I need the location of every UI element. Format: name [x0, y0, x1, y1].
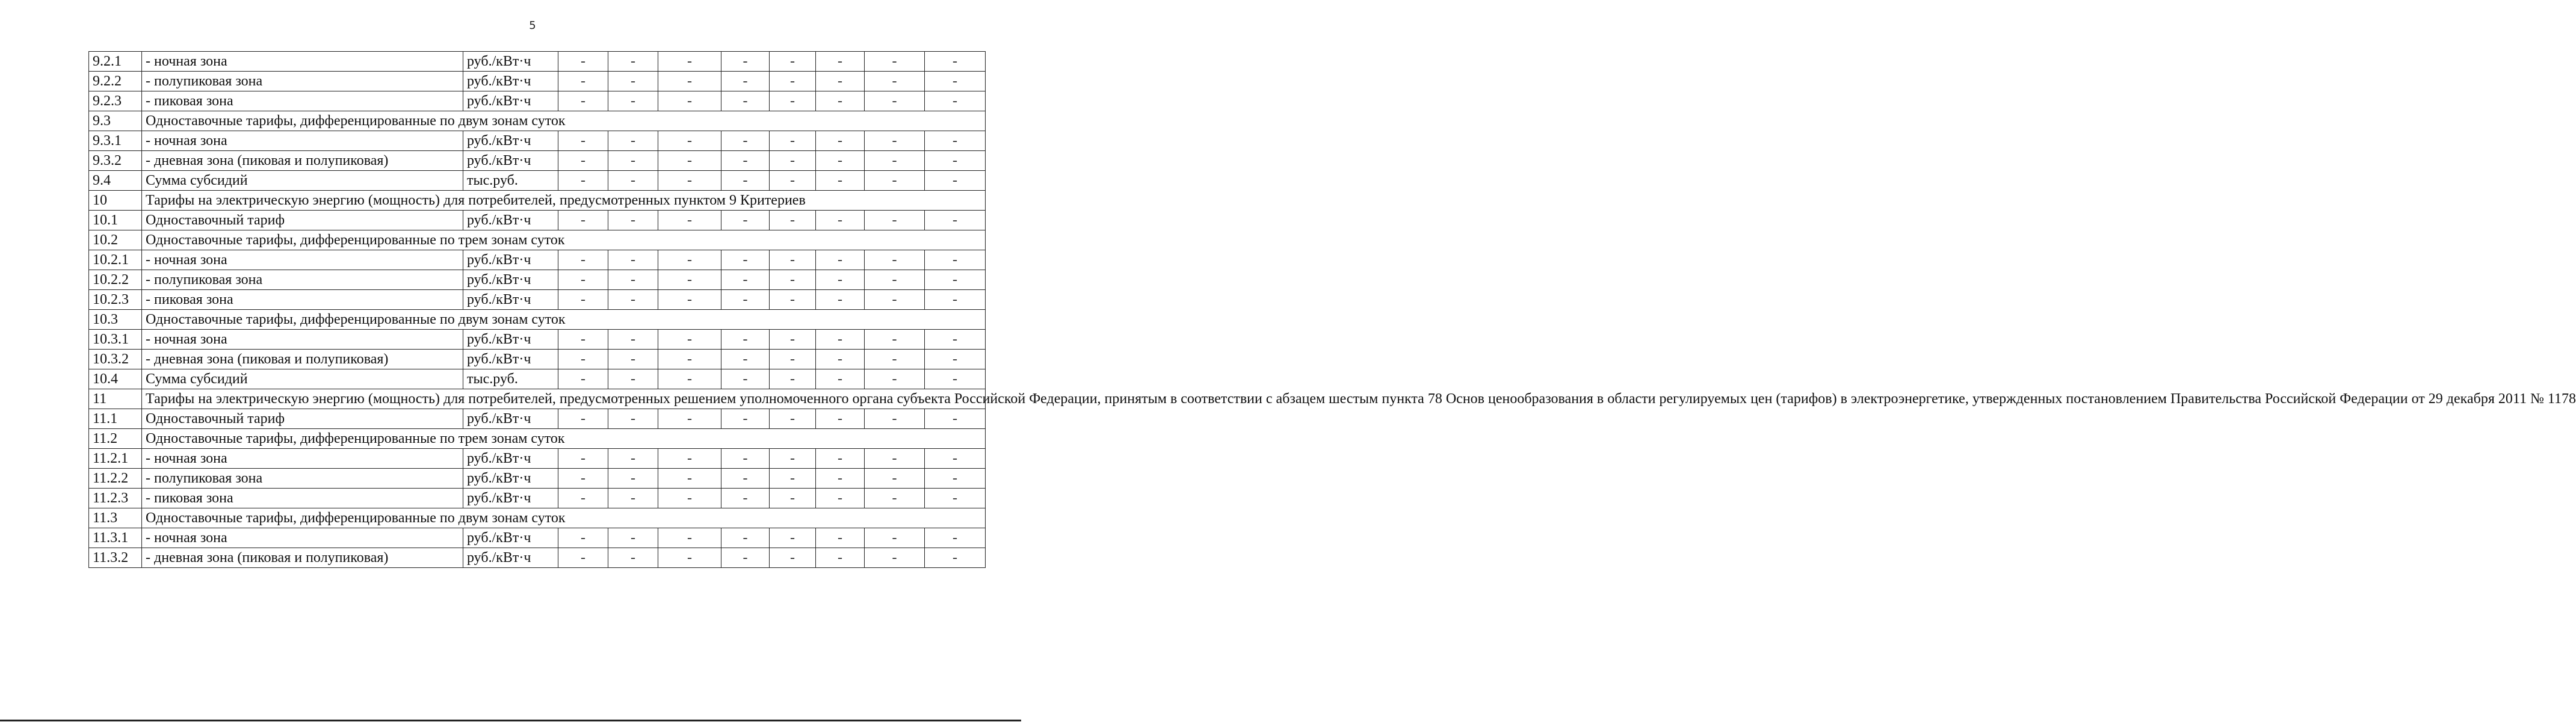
value-cell: -	[865, 449, 925, 469]
value-cell: -	[770, 270, 816, 290]
value-cell: -	[608, 131, 658, 151]
row-name: - дневная зона (пиковая и полупиковая)	[142, 151, 463, 171]
value-cell: -	[816, 449, 865, 469]
table-row	[89, 310, 986, 330]
value-cell: -	[558, 369, 608, 389]
value-cell: -	[865, 469, 925, 489]
row-name: - ночная зона	[142, 528, 463, 548]
value-cell: -	[558, 528, 608, 548]
value-cell: -	[925, 290, 986, 310]
value-cell: -	[721, 151, 770, 171]
value-cell: -	[925, 469, 986, 489]
row-number: 10.4	[89, 369, 142, 389]
value-cell: -	[721, 171, 770, 191]
value-cell: -	[658, 131, 721, 151]
row-unit: руб./кВт·ч	[463, 528, 558, 548]
value-cell: -	[865, 290, 925, 310]
value-cell: -	[865, 91, 925, 111]
row-unit: руб./кВт·ч	[463, 270, 558, 290]
value-cell: -	[865, 330, 925, 350]
row-unit: тыс.руб.	[463, 171, 558, 191]
table-row	[89, 270, 986, 290]
value-cell: -	[925, 330, 986, 350]
value-cell: -	[558, 350, 608, 369]
value-cell: -	[925, 449, 986, 469]
row-name: Одноставочные тарифы, дифференцированные по двум зонам суток	[142, 310, 986, 330]
row-number: 9.3	[89, 111, 142, 131]
table-row	[89, 389, 986, 409]
value-cell: -	[721, 409, 770, 429]
value-cell: -	[558, 469, 608, 489]
value-cell: -	[608, 369, 658, 389]
row-number: 11.2.3	[89, 489, 142, 508]
value-cell: -	[925, 52, 986, 72]
row-number: 10.1	[89, 211, 142, 230]
row-name: - пиковая зона	[142, 91, 463, 111]
row-number: 11	[89, 389, 142, 409]
value-cell: -	[721, 469, 770, 489]
value-cell: -	[770, 449, 816, 469]
value-cell: -	[770, 250, 816, 270]
value-cell: -	[558, 449, 608, 469]
tariff-table	[88, 51, 2576, 568]
value-cell: -	[721, 290, 770, 310]
row-name: - ночная зона	[142, 330, 463, 350]
row-name: Одноставочные тарифы, дифференцированные по трем зонам суток	[142, 429, 986, 449]
row-unit: руб./кВт·ч	[463, 350, 558, 369]
value-cell: -	[608, 528, 658, 548]
value-cell: -	[865, 72, 925, 91]
row-unit: руб./кВт·ч	[463, 131, 558, 151]
row-unit: руб./кВт·ч	[463, 449, 558, 469]
value-cell: -	[721, 528, 770, 548]
table-row	[89, 548, 986, 568]
value-cell: -	[721, 548, 770, 568]
value-cell: -	[865, 528, 925, 548]
table-row	[89, 72, 986, 91]
value-cell: -	[925, 91, 986, 111]
row-number: 9.3.2	[89, 151, 142, 171]
row-name: - дневная зона (пиковая и полупиковая)	[142, 350, 463, 369]
value-cell: -	[816, 330, 865, 350]
row-number: 11.2	[89, 429, 142, 449]
value-cell: -	[925, 369, 986, 389]
value-cell: -	[608, 52, 658, 72]
value-cell: -	[816, 409, 865, 429]
value-cell: -	[770, 52, 816, 72]
row-unit: руб./кВт·ч	[463, 72, 558, 91]
value-cell: -	[658, 469, 721, 489]
table-row	[89, 230, 986, 250]
row-name: - полупиковая зона	[142, 469, 463, 489]
row-unit: руб./кВт·ч	[463, 290, 558, 310]
value-cell: -	[721, 52, 770, 72]
row-unit: руб./кВт·ч	[463, 469, 558, 489]
row-name: Тарифы на электрическую энергию (мощность) для потребителей, предусмотренных решением уполномоченного органа субъекта Российской Федерации, принятым в соответствии с абзацем шестым пункта 78 Основ ценообразования в области регулируемых цен (тарифов) в электроэнергетике, утвержденных постановлением Правительства Российской Федерации от 29 декабря 2011 № 1178	[142, 389, 986, 409]
value-cell: -	[770, 548, 816, 568]
value-cell: -	[865, 489, 925, 508]
value-cell: -	[608, 290, 658, 310]
value-cell: -	[816, 489, 865, 508]
value-cell: -	[816, 350, 865, 369]
value-cell: -	[721, 211, 770, 230]
table-row	[89, 290, 986, 310]
value-cell: -	[770, 330, 816, 350]
row-number: 10.3.1	[89, 330, 142, 350]
value-cell: -	[608, 270, 658, 290]
value-cell: -	[558, 489, 608, 508]
table-row	[89, 528, 986, 548]
page-number: 5	[529, 19, 536, 32]
value-cell: -	[608, 350, 658, 369]
value-cell: -	[658, 52, 721, 72]
value-cell: -	[770, 469, 816, 489]
row-name: Одноставочный тариф	[142, 211, 463, 230]
value-cell: -	[721, 270, 770, 290]
table-row	[89, 409, 986, 429]
value-cell: -	[816, 250, 865, 270]
value-cell: -	[770, 489, 816, 508]
table-row	[89, 131, 986, 151]
value-cell: -	[608, 330, 658, 350]
table-row	[89, 211, 986, 230]
value-cell: -	[658, 528, 721, 548]
row-number: 10.2.1	[89, 250, 142, 270]
row-name: - ночная зона	[142, 52, 463, 72]
value-cell: -	[925, 211, 986, 230]
row-name: - пиковая зона	[142, 489, 463, 508]
value-cell: -	[558, 91, 608, 111]
value-cell: -	[770, 131, 816, 151]
row-name: - ночная зона	[142, 449, 463, 469]
table-row	[89, 489, 986, 508]
value-cell: -	[865, 350, 925, 369]
value-cell: -	[658, 270, 721, 290]
value-cell: -	[770, 409, 816, 429]
row-number: 9.2.3	[89, 91, 142, 111]
table-row	[89, 369, 986, 389]
row-number: 10.2.3	[89, 290, 142, 310]
row-number: 9.3.1	[89, 131, 142, 151]
value-cell: -	[558, 270, 608, 290]
value-cell: -	[721, 369, 770, 389]
row-name: - полупиковая зона	[142, 270, 463, 290]
row-number: 10.3	[89, 310, 142, 330]
row-unit: руб./кВт·ч	[463, 548, 558, 568]
value-cell: -	[658, 211, 721, 230]
value-cell: -	[658, 330, 721, 350]
value-cell: -	[658, 449, 721, 469]
row-number: 11.1	[89, 409, 142, 429]
table-body	[89, 52, 2576, 568]
value-cell: -	[865, 211, 925, 230]
value-cell: -	[925, 151, 986, 171]
bottom-rule	[0, 720, 1021, 721]
value-cell: -	[558, 211, 608, 230]
value-cell: -	[658, 489, 721, 508]
value-cell: -	[658, 290, 721, 310]
value-cell: -	[558, 548, 608, 568]
row-name: Сумма субсидий	[142, 369, 463, 389]
value-cell: -	[608, 250, 658, 270]
row-name: Одноставочные тарифы, дифференцированные по трем зонам суток	[142, 230, 986, 250]
row-number: 10.2.2	[89, 270, 142, 290]
table-row	[89, 91, 986, 111]
row-number: 11.3	[89, 508, 142, 528]
value-cell: -	[770, 171, 816, 191]
value-cell: -	[721, 131, 770, 151]
row-unit: руб./кВт·ч	[463, 151, 558, 171]
value-cell: -	[770, 91, 816, 111]
value-cell: -	[925, 171, 986, 191]
table-row	[89, 429, 986, 449]
row-unit: руб./кВт·ч	[463, 489, 558, 508]
value-cell: -	[816, 548, 865, 568]
row-unit: тыс.руб.	[463, 369, 558, 389]
value-cell: -	[865, 548, 925, 568]
table-row	[89, 250, 986, 270]
value-cell: -	[770, 369, 816, 389]
value-cell: -	[658, 250, 721, 270]
row-name: - дневная зона (пиковая и полупиковая)	[142, 548, 463, 568]
value-cell: -	[770, 211, 816, 230]
value-cell: -	[721, 72, 770, 91]
row-number: 9.2.2	[89, 72, 142, 91]
value-cell: -	[816, 369, 865, 389]
value-cell: -	[608, 211, 658, 230]
table-row	[89, 151, 986, 171]
value-cell: -	[721, 489, 770, 508]
value-cell: -	[865, 151, 925, 171]
value-cell: -	[925, 409, 986, 429]
value-cell: -	[865, 131, 925, 151]
value-cell: -	[816, 528, 865, 548]
value-cell: -	[608, 489, 658, 508]
row-name: Сумма субсидий	[142, 171, 463, 191]
row-name: - ночная зона	[142, 250, 463, 270]
value-cell: -	[608, 548, 658, 568]
value-cell: -	[816, 469, 865, 489]
value-cell: -	[721, 250, 770, 270]
value-cell: -	[558, 330, 608, 350]
row-number: 11.3.2	[89, 548, 142, 568]
value-cell: -	[721, 350, 770, 369]
table-row	[89, 191, 986, 211]
row-name: - ночная зона	[142, 131, 463, 151]
value-cell: -	[925, 528, 986, 548]
value-cell: -	[925, 350, 986, 369]
value-cell: -	[658, 369, 721, 389]
value-cell: -	[558, 171, 608, 191]
value-cell: -	[816, 52, 865, 72]
table-row	[89, 330, 986, 350]
value-cell: -	[558, 250, 608, 270]
value-cell: -	[558, 290, 608, 310]
value-cell: -	[865, 250, 925, 270]
row-unit: руб./кВт·ч	[463, 250, 558, 270]
value-cell: -	[608, 72, 658, 91]
value-cell: -	[925, 72, 986, 91]
value-cell: -	[658, 350, 721, 369]
row-number: 9.4	[89, 171, 142, 191]
row-number: 11.2.2	[89, 469, 142, 489]
value-cell: -	[925, 131, 986, 151]
value-cell: -	[770, 290, 816, 310]
value-cell: -	[721, 330, 770, 350]
value-cell: -	[770, 151, 816, 171]
value-cell: -	[816, 72, 865, 91]
value-cell: -	[865, 369, 925, 389]
row-unit: руб./кВт·ч	[463, 211, 558, 230]
value-cell: -	[658, 409, 721, 429]
value-cell: -	[658, 72, 721, 91]
value-cell: -	[816, 290, 865, 310]
value-cell: -	[770, 72, 816, 91]
value-cell: -	[558, 131, 608, 151]
row-unit: руб./кВт·ч	[463, 409, 558, 429]
value-cell: -	[608, 91, 658, 111]
row-number: 10	[89, 191, 142, 211]
row-name: - пиковая зона	[142, 290, 463, 310]
row-name: Одноставочный тариф	[142, 409, 463, 429]
value-cell: -	[558, 409, 608, 429]
value-cell: -	[816, 91, 865, 111]
row-number: 11.2.1	[89, 449, 142, 469]
row-unit: руб./кВт·ч	[463, 91, 558, 111]
table-row	[89, 111, 986, 131]
value-cell: -	[816, 131, 865, 151]
value-cell: -	[558, 72, 608, 91]
table-row	[89, 171, 986, 191]
value-cell: -	[558, 52, 608, 72]
row-number: 10.3.2	[89, 350, 142, 369]
table-row	[89, 52, 986, 72]
row-name: - полупиковая зона	[142, 72, 463, 91]
row-name: Одноставочные тарифы, дифференцированные по двум зонам суток	[142, 508, 986, 528]
table-row	[89, 508, 986, 528]
value-cell: -	[608, 449, 658, 469]
row-unit: руб./кВт·ч	[463, 52, 558, 72]
value-cell: -	[658, 91, 721, 111]
value-cell: -	[865, 409, 925, 429]
row-number: 9.2.1	[89, 52, 142, 72]
table-row	[89, 449, 986, 469]
value-cell: -	[558, 151, 608, 171]
row-unit: руб./кВт·ч	[463, 330, 558, 350]
row-name: Одноставочные тарифы, дифференцированные по двум зонам суток	[142, 111, 986, 131]
value-cell: -	[925, 250, 986, 270]
value-cell: -	[770, 528, 816, 548]
value-cell: -	[865, 270, 925, 290]
value-cell: -	[816, 270, 865, 290]
value-cell: -	[925, 548, 986, 568]
value-cell: -	[816, 211, 865, 230]
row-number: 11.3.1	[89, 528, 142, 548]
value-cell: -	[721, 449, 770, 469]
value-cell: -	[608, 171, 658, 191]
table-row	[89, 350, 986, 369]
value-cell: -	[925, 489, 986, 508]
value-cell: -	[816, 151, 865, 171]
value-cell: -	[816, 171, 865, 191]
value-cell: -	[865, 52, 925, 72]
value-cell: -	[721, 91, 770, 111]
row-number: 10.2	[89, 230, 142, 250]
value-cell: -	[658, 151, 721, 171]
row-name: Тарифы на электрическую энергию (мощность) для потребителей, предусмотренных пунктом 9 Критериев	[142, 191, 986, 211]
value-cell: -	[658, 548, 721, 568]
value-cell: -	[658, 171, 721, 191]
value-cell: -	[608, 469, 658, 489]
value-cell: -	[865, 171, 925, 191]
value-cell: -	[925, 270, 986, 290]
value-cell: -	[608, 409, 658, 429]
value-cell: -	[770, 350, 816, 369]
table-row	[89, 469, 986, 489]
value-cell: -	[608, 151, 658, 171]
